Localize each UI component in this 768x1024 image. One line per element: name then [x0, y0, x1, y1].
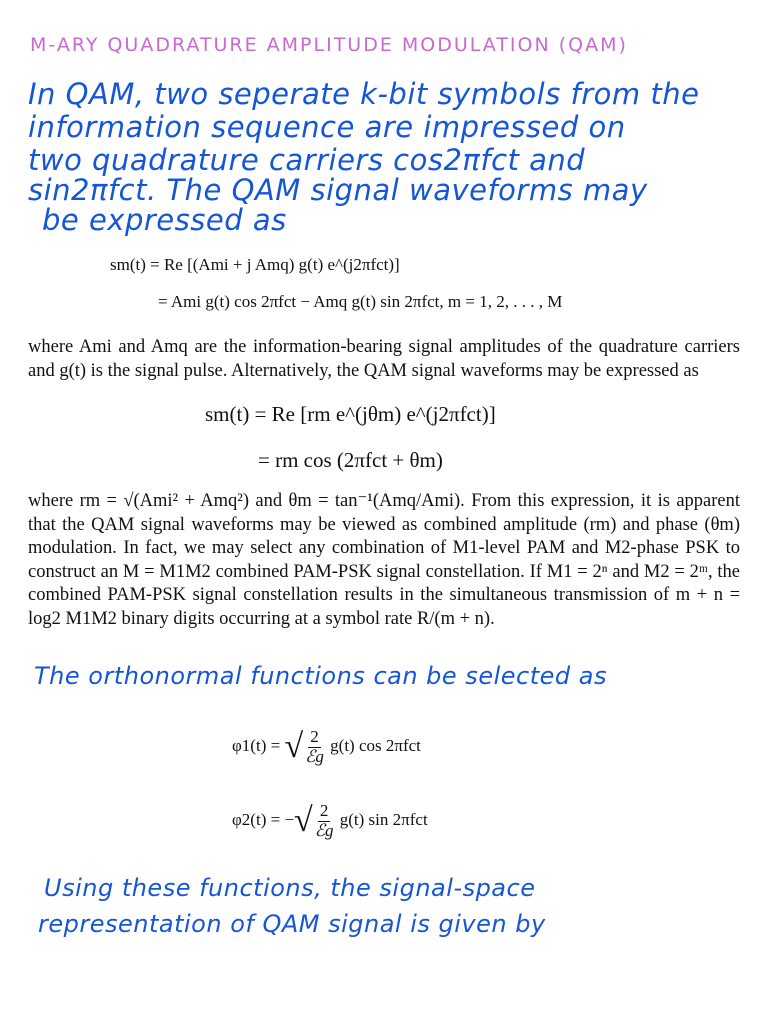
intro-line-4: sin2πfct. The QAM signal waveforms may: [28, 173, 648, 207]
intro-line-5: be expressed as: [42, 203, 287, 237]
phi1-equation: [232, 728, 421, 766]
closing-line-1: Using these functions, the signal-space: [44, 874, 536, 902]
page-title: M-ARY QUADRATURE AMPLITUDE MODULATION (QAM): [30, 34, 628, 56]
phi2-rhs: g(t) sin 2πfct: [339, 810, 428, 830]
sqrt-symbol: √: [294, 802, 313, 840]
intro-line-1: In QAM, two seperate k-bit symbols from the: [28, 77, 700, 111]
intro-line-2: information sequence are impressed on: [28, 110, 626, 144]
intro-line-3: two quadrature carriers cos2πfct and: [28, 143, 586, 177]
phi1-lhs: φ1(t) =: [232, 736, 285, 756]
equation-1-line-2: = Ami g(t) cos 2πfct − Amq g(t) sin 2πfct, m = 1, 2, . . . , M: [158, 292, 563, 311]
phi2-denominator: ℰg: [314, 820, 334, 840]
phi2-equation: [232, 802, 428, 840]
phi1-denominator: ℰg: [305, 746, 324, 766]
sqrt-symbol: √: [284, 728, 304, 766]
phi1-numerator: 2: [310, 727, 319, 746]
phi1-fraction: [303, 728, 326, 766]
equation-2-line-1: sm(t) = Re [rm e^(jθm) e^(j2πfct)]: [205, 402, 496, 426]
phi2-lhs: φ2(t) = −: [232, 810, 295, 830]
paragraph-combined-modulation: where rm = √(Ami² + Amq²) and θm = tan⁻¹(Amq/Ami). From this expression, it is apparent that the QAM signal waveforms may be viewed as combined amplitude (rm) and phase (θm) modulation. In fact, we may select any combination of M1-level PAM and M2-phase PSK to construct an M = M1M2 combined PAM-PSK signal constellation. If M1 = 2ⁿ and M2 = 2ᵐ, the combined PAM-PSK signal constellation results in the simultaneous transmission of m + n = log2 M1M2 binary digits occurring at a symbol rate R/(m + n).: [28, 491, 740, 629]
orthonormal-note: The orthonormal functions can be selected as: [34, 662, 607, 690]
equation-1-line-1: sm(t) = Re [(Ami + j Amq) g(t) e^(j2πfct)]: [110, 255, 400, 274]
paragraph-amplitudes: where Ami and Amq are the information-bearing signal amplitudes of the quadrature carriers and g(t) is the signal pulse. Alternatively, the QAM signal waveforms may be expressed as: [28, 337, 740, 381]
equation-2-line-2: = rm cos (2πfct + θm): [258, 448, 443, 472]
phi2-fraction: [313, 802, 336, 840]
phi2-numerator: 2: [319, 801, 329, 820]
closing-line-2: representation of QAM signal is given by: [38, 910, 546, 938]
phi1-rhs: g(t) cos 2πfct: [330, 736, 421, 756]
